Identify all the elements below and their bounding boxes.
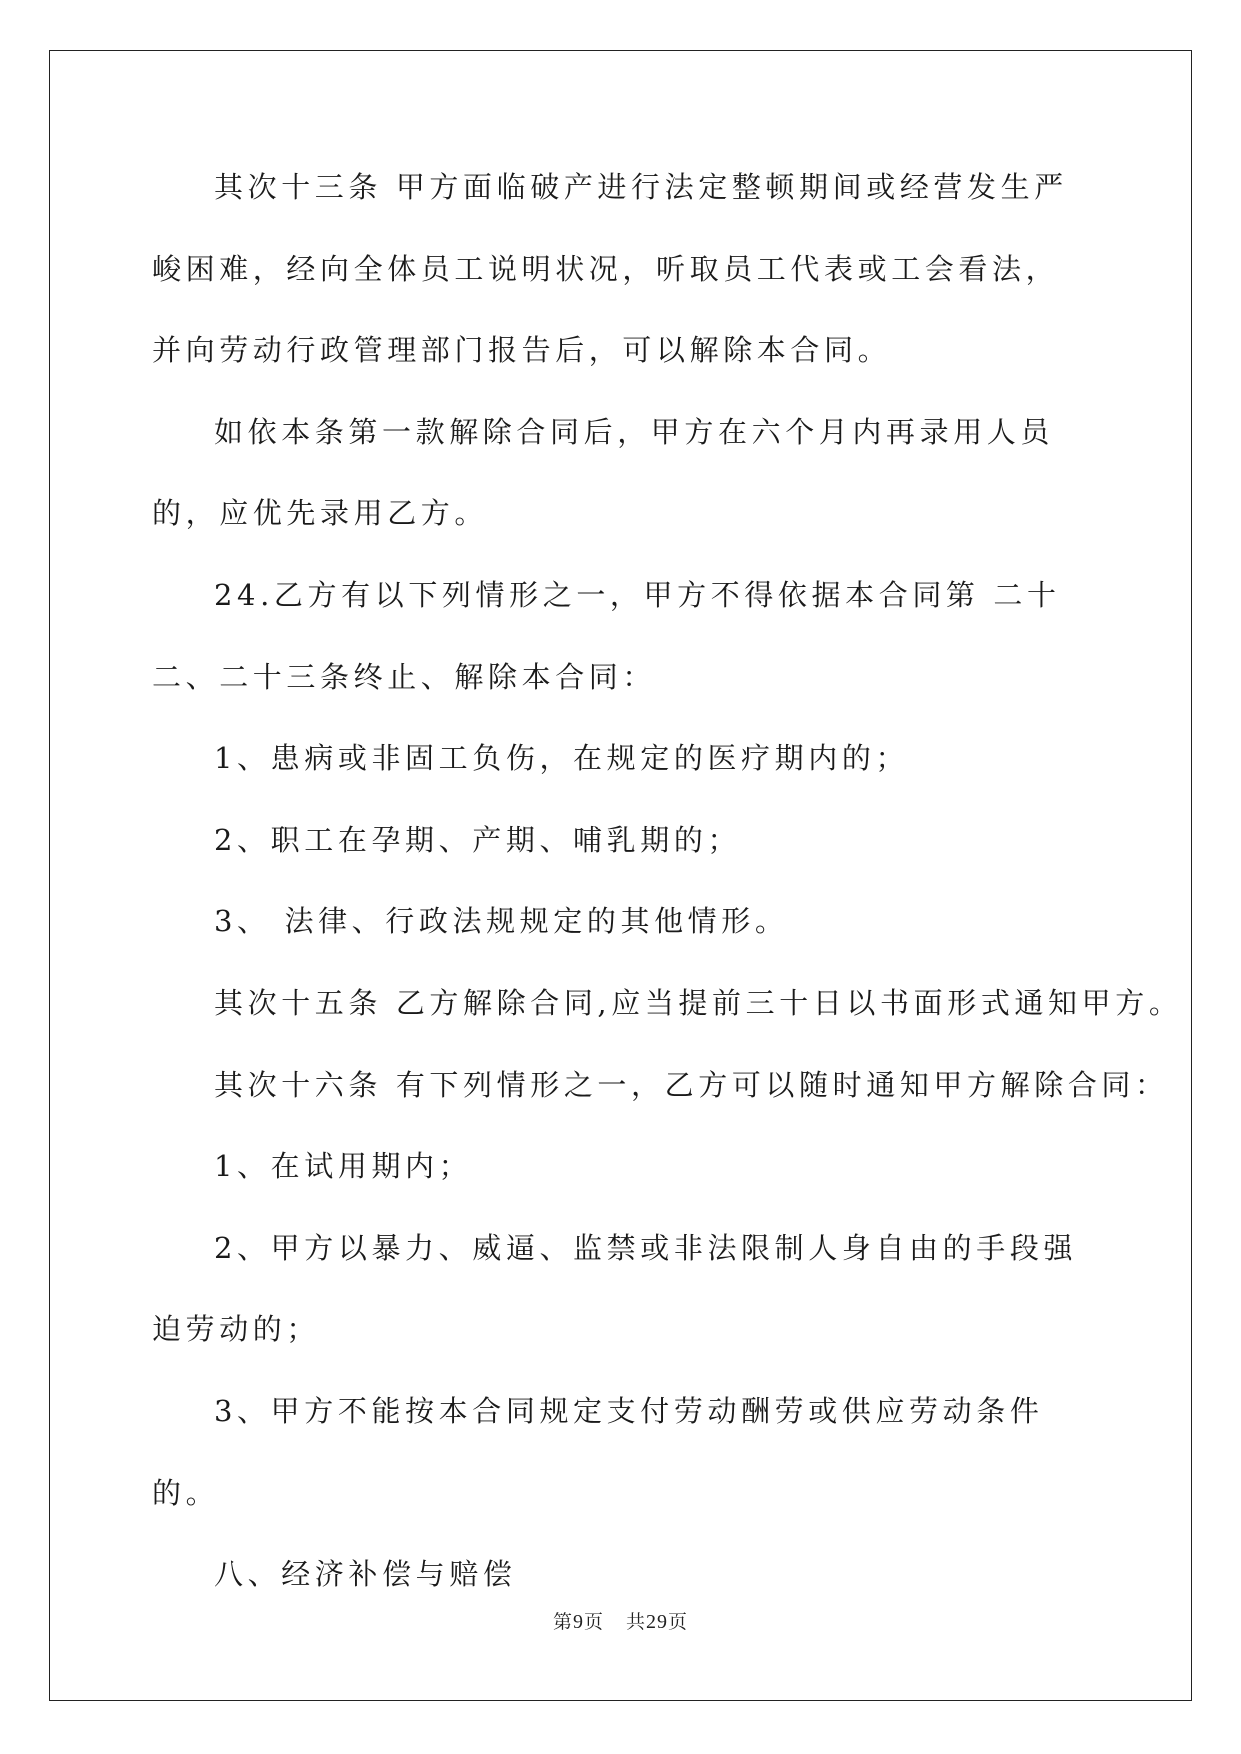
document-body [152, 147, 1183, 1616]
list-item-pregnancy: 2、职工在孕期、产期、哺乳期的； [214, 822, 742, 857]
paragraph-article-13: 其次十三条 甲方面临破产进行法定整顿期间或经营发生严峻困难，经向全体员工说明状况，听取员工代表或工会看法，并向劳动行政管理部门报告后，可以解除本合同。 [152, 170, 1068, 368]
list-item-probation: 1、在试用期内； [214, 1149, 473, 1184]
paragraph-article-24: 24.乙方有以下列情形之一，甲方不得依据本合同第 二十二、二十三条终止、解除本合同： [152, 577, 1061, 694]
list-item-unpaid: 3、甲方不能按本合同规定支付劳动酬劳或供应劳动条件的。 [152, 1393, 1044, 1510]
page-prefix: 第 [552, 1611, 573, 1633]
paragraph-rehire-priority: 如依本条第一款解除合同后，甲方在六个月内再录用人员的，应优先录用乙方。 [152, 414, 1055, 531]
total-prefix: 共 [626, 1611, 647, 1633]
list-item-coercion: 2、甲方以暴力、威逼、监禁或非法限制人身自由的手段强迫劳动的； [152, 1230, 1078, 1347]
list-item-other-law: 3、 法律、行政法规规定的其他情形。 [214, 904, 789, 939]
page-footer [0, 1610, 1241, 1634]
total-suffix: 页 [668, 1611, 689, 1633]
section-heading-compensation: 八、经济补偿与赔偿 [214, 1557, 517, 1592]
page-number: 9 [572, 1611, 584, 1633]
page-suffix: 页 [583, 1611, 604, 1633]
paragraph-article-16: 其次十六条 有下列情形之一，乙方可以随时通知甲方解除合同： [214, 1067, 1169, 1102]
total-pages: 29 [646, 1611, 669, 1633]
paragraph-article-15: 其次十五条 乙方解除合同,应当提前三十日以书面形式通知甲方。 [214, 985, 1183, 1020]
list-item-illness: 1、患病或非固工负伤，在规定的医疗期内的； [214, 741, 910, 776]
